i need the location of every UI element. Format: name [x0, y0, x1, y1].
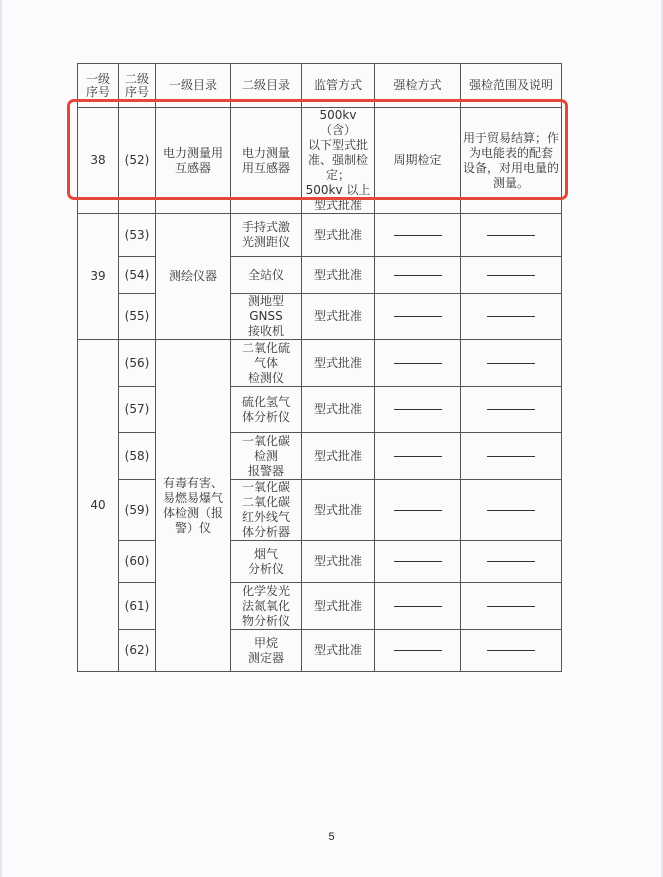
inspection-scope [461, 387, 562, 433]
inspection-method [375, 541, 461, 583]
table-row [78, 583, 562, 630]
level2-category: 二氧化硫 气体 检测仪 [231, 340, 302, 387]
header-level1-no: 一级 序号 [78, 64, 119, 108]
table-row [78, 387, 562, 433]
page-edge-left [0, 0, 2, 877]
inspection-method [375, 340, 461, 387]
level2-no: (56) [119, 340, 156, 387]
level1-category: 有毒有害、 易燃易爆气 体检测（报 警）仪 [156, 340, 231, 672]
level2-no: (55) [119, 294, 156, 340]
level1-category: 测绘仪器 [156, 214, 231, 340]
empty-dash [394, 363, 442, 364]
level2-category: 全站仪 [231, 257, 302, 294]
empty-dash [394, 275, 442, 276]
empty-dash [487, 316, 535, 317]
empty-dash [394, 510, 442, 511]
header-level2-no: 二级 序号 [119, 64, 156, 108]
table-row [78, 108, 562, 214]
table-row [78, 433, 562, 480]
inspection-method: 周期检定 [375, 108, 461, 214]
inspection-scope [461, 257, 562, 294]
header-row [78, 64, 562, 108]
level1-no: 40 [78, 340, 119, 672]
empty-dash [487, 561, 535, 562]
header-inspection: 强检方式 [375, 64, 461, 108]
inspection-scope [461, 214, 562, 257]
level1-no: 39 [78, 214, 119, 340]
supervision-method: 500kv（含） 以下型式批 准、强制检 定； 500kv 以上 型式批准 [302, 108, 375, 214]
level2-category: 电力测量 用互感器 [231, 108, 302, 214]
level2-no: (52) [119, 108, 156, 214]
table-row [78, 257, 562, 294]
supervision-method: 型式批准 [302, 583, 375, 630]
empty-dash [394, 235, 442, 236]
level2-no: (59) [119, 480, 156, 541]
empty-dash [487, 606, 535, 607]
page-number: 5 [328, 831, 335, 843]
supervision-method: 型式批准 [302, 480, 375, 541]
table-row [78, 630, 562, 672]
inspection-scope [461, 340, 562, 387]
inspection-method [375, 294, 461, 340]
level2-no: (58) [119, 433, 156, 480]
level2-category: 测地型 GNSS 接收机 [231, 294, 302, 340]
empty-dash [394, 456, 442, 457]
level2-category: 一氧化碳 二氧化碳 红外线气 体分析器 [231, 480, 302, 541]
level2-category: 硫化氢气 体分析仪 [231, 387, 302, 433]
inspection-scope [461, 583, 562, 630]
header-scope: 强检范围及说明 [461, 64, 562, 108]
inspection-method [375, 583, 461, 630]
inspection-method [375, 214, 461, 257]
empty-dash [487, 409, 535, 410]
inspection-method [375, 387, 461, 433]
table-row [78, 340, 562, 387]
empty-dash [487, 510, 535, 511]
inspection-method [375, 630, 461, 672]
level2-no: (57) [119, 387, 156, 433]
empty-dash [487, 275, 535, 276]
level2-category: 一氧化碳 检测 报警器 [231, 433, 302, 480]
header-supervision: 监管方式 [302, 64, 375, 108]
level2-category: 甲烷 测定器 [231, 630, 302, 672]
supervision-method: 型式批准 [302, 340, 375, 387]
supervision-method: 型式批准 [302, 214, 375, 257]
inspection-scope [461, 433, 562, 480]
supervision-method: 型式批准 [302, 433, 375, 480]
level1-category: 电力测量用 互感器 [156, 108, 231, 214]
empty-dash [394, 316, 442, 317]
empty-dash [487, 456, 535, 457]
empty-dash [487, 650, 535, 651]
inspection-method [375, 433, 461, 480]
empty-dash [487, 363, 535, 364]
supervision-method: 型式批准 [302, 541, 375, 583]
table-row [78, 541, 562, 583]
inspection-method [375, 257, 461, 294]
empty-dash [487, 235, 535, 236]
header-level2-category: 二级目录 [231, 64, 302, 108]
header-level1-category: 一级目录 [156, 64, 231, 108]
level2-category: 化学发光 法氮氧化 物分析仪 [231, 583, 302, 630]
level1-no: 38 [78, 108, 119, 214]
level2-category: 烟气 分析仪 [231, 541, 302, 583]
table-row [78, 294, 562, 340]
level2-no: (53) [119, 214, 156, 257]
level2-no: (62) [119, 630, 156, 672]
empty-dash [394, 561, 442, 562]
supervision-method: 型式批准 [302, 630, 375, 672]
empty-dash [394, 409, 442, 410]
table-row [78, 214, 562, 257]
supervision-method: 型式批准 [302, 294, 375, 340]
inspection-scope [461, 480, 562, 541]
supervision-method: 型式批准 [302, 257, 375, 294]
regulation-table [77, 63, 562, 672]
supervision-method: 型式批准 [302, 387, 375, 433]
inspection-scope: 用于贸易结算；作 为电能表的配套 设备，对用电量的 测量。 [461, 108, 562, 214]
empty-dash [394, 650, 442, 651]
inspection-method [375, 480, 461, 541]
level2-category: 手持式激 光测距仪 [231, 214, 302, 257]
level2-no: (61) [119, 583, 156, 630]
level2-no: (54) [119, 257, 156, 294]
empty-dash [394, 606, 442, 607]
table-row [78, 480, 562, 541]
inspection-scope [461, 630, 562, 672]
inspection-scope [461, 294, 562, 340]
level2-no: (60) [119, 541, 156, 583]
inspection-scope [461, 541, 562, 583]
